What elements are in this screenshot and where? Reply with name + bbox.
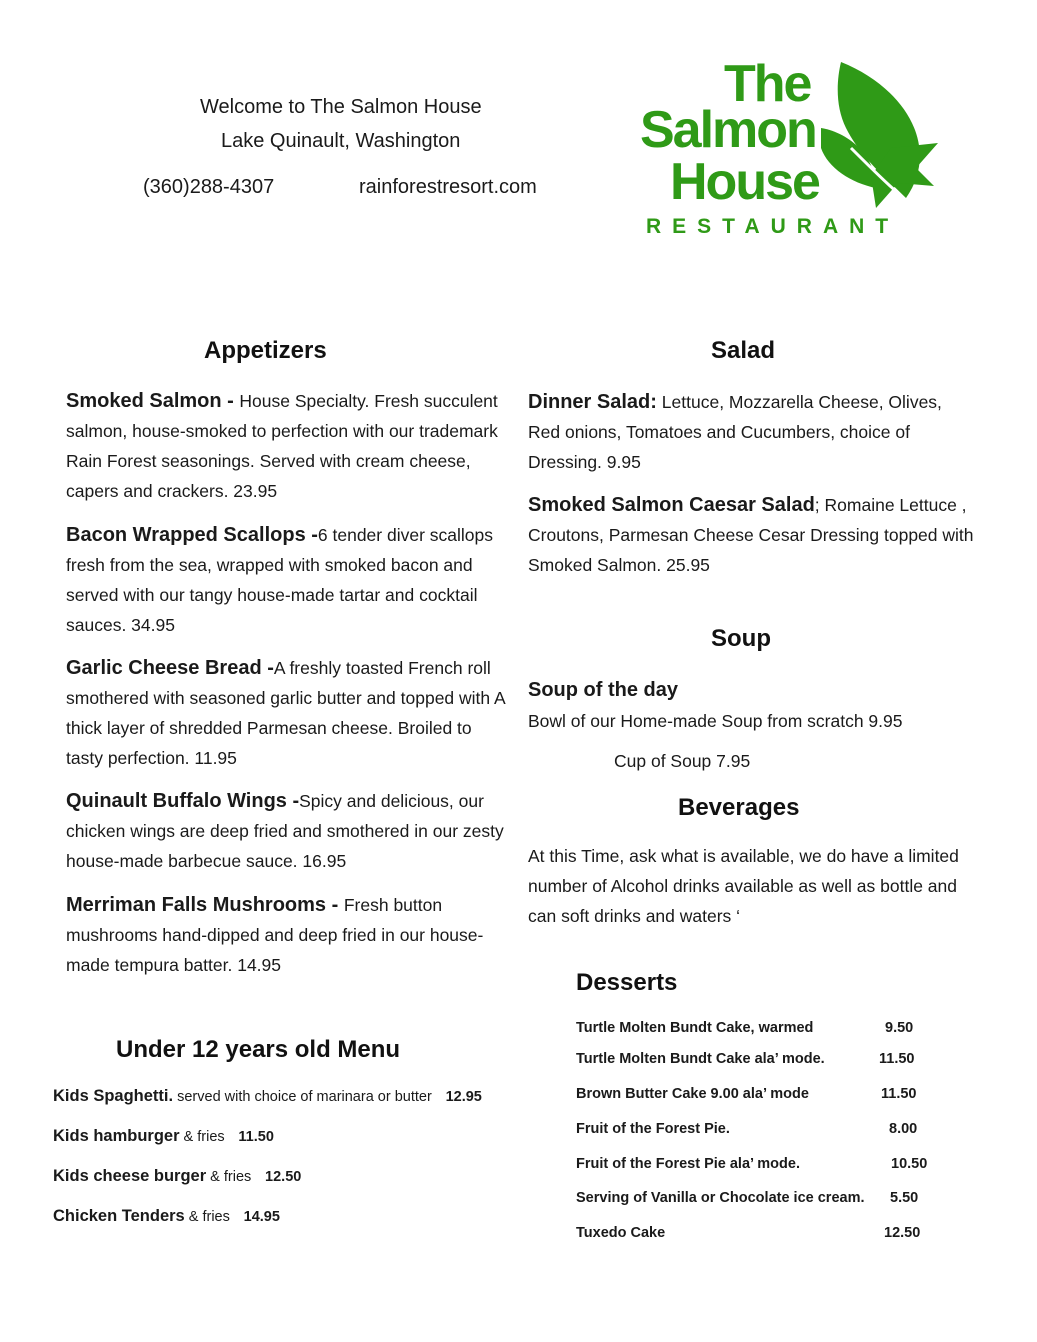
item-desc: Spicy and delicious, our chicken wings are deep fried and smothered in our zesty house-made barbecue sauce. 16.95 <box>66 791 504 871</box>
dessert-name: Tuxedo Cake <box>576 1225 666 1241</box>
salad-heading: Salad <box>711 337 776 364</box>
dessert-price: 11.50 <box>879 1051 915 1067</box>
salad-item <box>528 490 983 580</box>
website-link[interactable]: rainforestresort.com <box>359 176 537 198</box>
kids-item <box>53 1207 280 1226</box>
logo-the: The <box>724 55 811 113</box>
soup-bowl: Bowl of our Home-made Soup from scratch 9.95 <box>528 711 903 731</box>
appetizers-heading: Appetizers <box>204 337 327 364</box>
item-price: 12.95 <box>445 1089 482 1105</box>
item-name: Dinner Salad: <box>528 391 657 413</box>
dessert-price: 11.50 <box>881 1086 917 1102</box>
salmon-house-logo <box>636 55 941 243</box>
salad-item <box>528 387 978 477</box>
item-name: Kids cheese burger <box>53 1167 207 1185</box>
beverages-heading: Beverages <box>678 794 800 821</box>
dessert-price: 10.50 <box>891 1156 928 1172</box>
kids-menu-heading: Under 12 years old Menu <box>116 1036 401 1063</box>
item-name: Chicken Tenders <box>53 1207 185 1225</box>
kids-item <box>53 1127 274 1146</box>
dessert-name: Turtle Molten Bundt Cake ala’ mode. <box>576 1051 825 1067</box>
appetizer-item <box>66 386 506 506</box>
item-desc: & fries <box>206 1169 252 1185</box>
item-desc: A freshly toasted French roll smothered with seasoned garlic butter and topped with A thick layer of shredded Parmesan cheese. Broiled to tasty perfection. 11.95 <box>66 658 505 768</box>
desserts-heading: Desserts <box>576 969 678 996</box>
kids-item <box>53 1167 301 1186</box>
dessert-name: Brown Butter Cake 9.00 ala’ mode <box>576 1086 809 1102</box>
item-name: Kids hamburger <box>53 1127 180 1145</box>
item-price: 11.50 <box>238 1129 274 1145</box>
kids-item <box>53 1087 482 1106</box>
dessert-price: 12.50 <box>884 1225 921 1241</box>
dessert-name: Turtle Molten Bundt Cake, warmed <box>576 1020 814 1036</box>
item-name: Merriman Falls Mushrooms - <box>66 894 344 916</box>
dessert-name: Fruit of the Forest Pie. <box>576 1121 730 1137</box>
logo-house: House <box>670 153 819 211</box>
dessert-name: Fruit of the Forest Pie ala’ mode. <box>576 1156 800 1172</box>
location-line: Lake Quinault, Washington <box>221 130 461 152</box>
dessert-price: 9.50 <box>885 1020 914 1036</box>
item-name: Smoked Salmon - <box>66 390 240 412</box>
soup-heading: Soup <box>711 625 771 652</box>
item-price: 14.95 <box>243 1209 280 1225</box>
soup-cup: Cup of Soup 7.95 <box>614 751 751 771</box>
item-desc: & fries <box>179 1129 225 1145</box>
item-name: Kids Spaghetti. <box>53 1087 174 1105</box>
item-name: Soup of the day <box>528 679 678 701</box>
logo-restaurant: RESTAURANT <box>646 215 900 238</box>
dessert-name: Serving of Vanilla or Chocolate ice cream. <box>576 1190 865 1206</box>
soup-item <box>528 675 978 705</box>
item-desc: 6 tender diver scallops fresh from the sea, wrapped with smoked bacon and served with our tangy house-made tartar and cocktail sauces. 34.95 <box>66 525 494 635</box>
appetizer-item <box>66 890 506 980</box>
item-name: Garlic Cheese Bread - <box>66 657 274 679</box>
item-name: Bacon Wrapped Scallops - <box>66 524 318 546</box>
item-desc: House Specialty. Fresh succulent salmon, house-smoked to perfection with our trademark Rain Forest seasonings. Served with cream cheese, capers and crackers. 23.95 <box>66 391 498 501</box>
item-desc: Fresh button mushrooms hand-dipped and deep fried in our house-made tempura batter. 14.95 <box>66 895 484 975</box>
beverages-text: At this Time, ask what is available, we do have a limited number of Alcohol drinks available as well as bottle and can soft drinks and waters ‘ <box>528 846 959 926</box>
item-price: 12.50 <box>265 1169 302 1185</box>
dessert-price: 8.00 <box>889 1121 918 1137</box>
item-desc: & fries <box>184 1209 230 1225</box>
item-desc: ; Romaine Lettuce , Croutons, Parmesan Cheese Cesar Dressing topped with Smoked Salmon. 25.95 <box>528 495 974 575</box>
phone-number: (360)288-4307 <box>143 176 275 198</box>
item-desc: served with choice of marinara or butter <box>173 1089 432 1105</box>
dessert-price: 5.50 <box>890 1190 919 1206</box>
appetizer-item <box>66 520 506 640</box>
welcome-line: Welcome to The Salmon House <box>200 96 482 118</box>
item-name: Smoked Salmon Caesar Salad <box>528 494 815 516</box>
appetizer-item <box>66 786 506 876</box>
item-desc: Lettuce, Mozzarella Cheese, Olives, Red onions, Tomatoes and Cucumbers, choice of Dressing. 9.95 <box>528 392 942 472</box>
logo-salmon: Salmon <box>640 101 816 159</box>
appetizer-item <box>66 653 506 773</box>
item-name: Quinault Buffalo Wings - <box>66 790 300 812</box>
